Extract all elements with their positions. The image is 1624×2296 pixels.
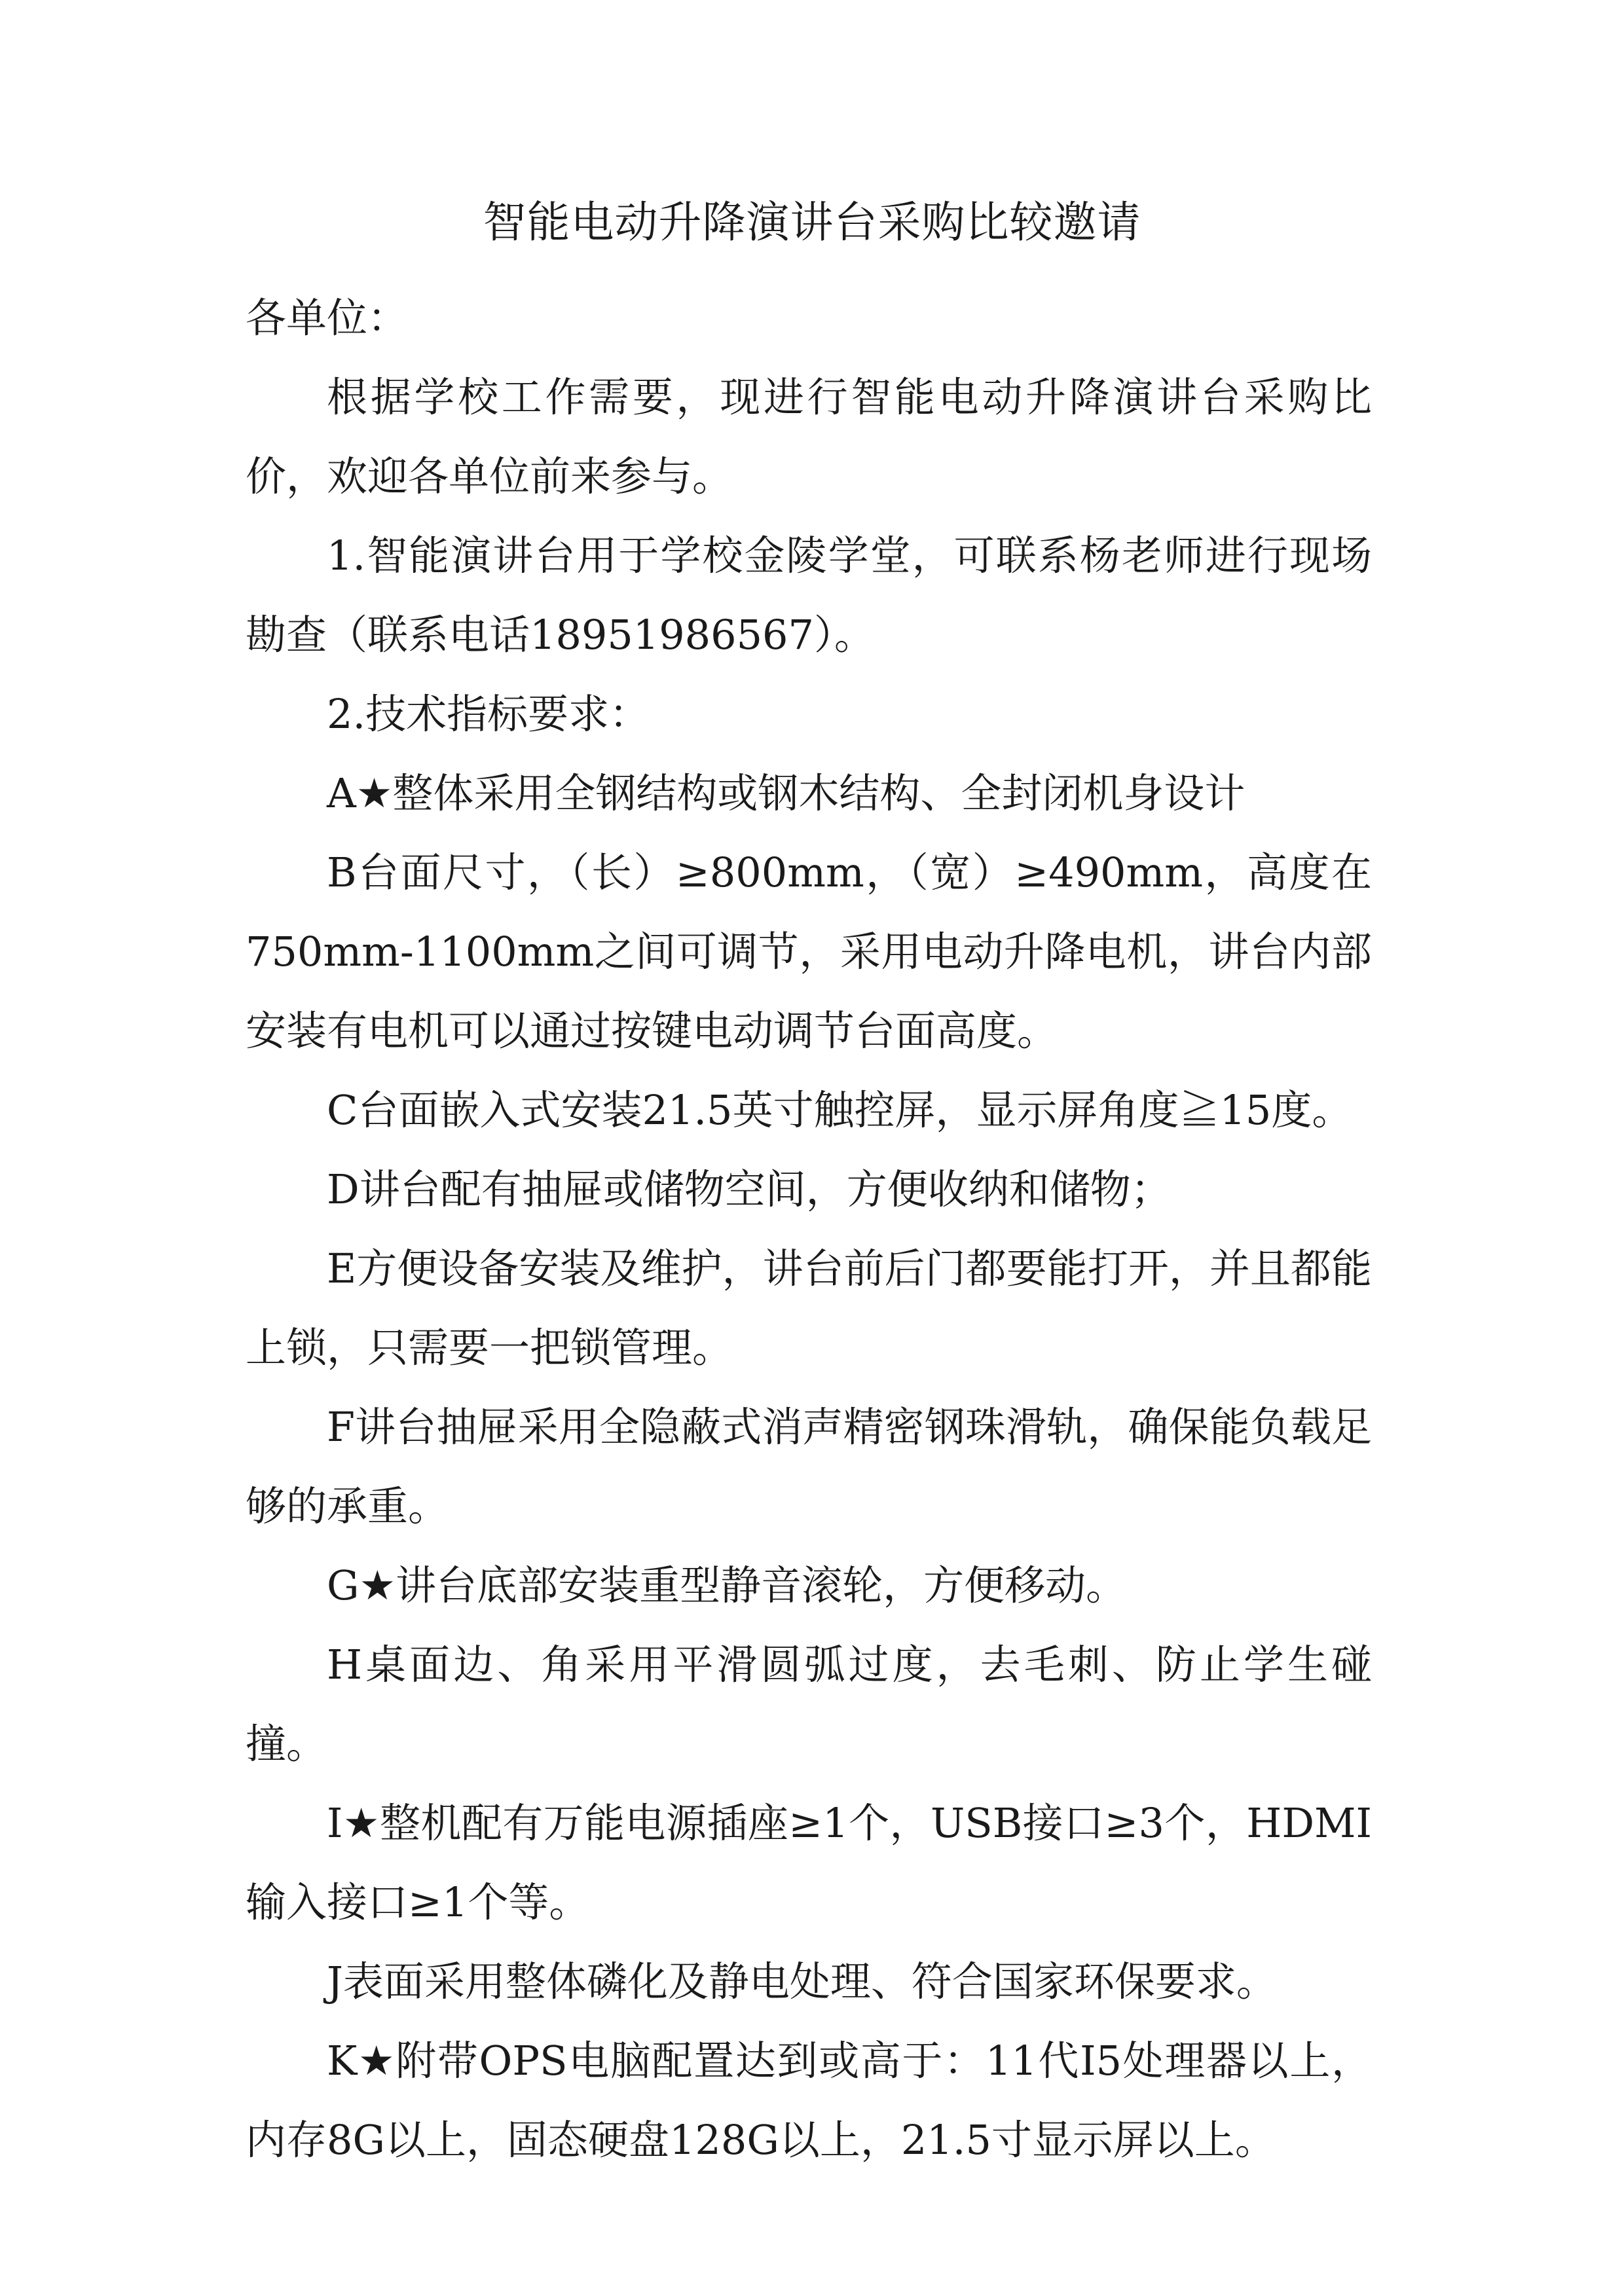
document-title: 智能电动升降演讲台采购比较邀请	[483, 197, 1141, 247]
requirement-j: J表面采用整体磷化及静电处理、符合国家环保要求。	[327, 1958, 1277, 2005]
requirement-i: I★整机配有万能电源插座≥1个，USB接口≥3个，HDMI输入接口≥1个等。	[246, 1799, 1372, 1926]
salutation: 各单位：	[246, 294, 409, 342]
paragraph-item-2-requirements-heading: 2.技术指标要求：	[327, 690, 650, 738]
requirement-g: G★讲台底部安装重型静音滚轮，方便移动。	[327, 1561, 1127, 1609]
requirement-a: A★整体采用全钢结构或钢木结构、全封闭机身设计	[327, 769, 1246, 817]
document-body	[246, 278, 1372, 2179]
paragraph-intro: 根据学校工作需要，现进行智能电动升降演讲台采购比价，欢迎各单位前来参与。	[246, 373, 1372, 500]
requirement-d: D讲台配有抽屉或储物空间，方便收纳和储物；	[327, 1165, 1172, 1213]
requirement-h: H桌面边、角采用平滑圆弧过度，去毛刺、防止学生碰撞。	[246, 1641, 1372, 1768]
requirement-k: K★附带OPS电脑配置达到或高于：11代I5处理器以上，内存8G以上，固态硬盘128G以上，21.5寸显示屏以上。	[246, 2037, 1372, 2164]
requirement-e: E方便设备安装及维护，讲台前后门都要能打开，并且都能上锁，只需要一把锁管理。	[246, 1245, 1372, 1372]
requirement-f: F讲台抽屉采用全隐蔽式消声精密钢珠滑轨，确保能负载足够的承重。	[246, 1403, 1372, 1530]
paragraph-item-1-site-visit: 1.智能演讲台用于学校金陵学堂，可联系杨老师进行现场勘查（联系电话18951986567）。	[246, 532, 1372, 659]
requirement-b: B台面尺寸，（长）≥800mm，（宽）≥490mm，高度在750mm-1100mm之间可调节，采用电动升降电机，讲台内部安装有电机可以通过按键电动调节台面高度。	[246, 848, 1372, 1055]
requirement-c: C台面嵌入式安装21.5英寸触控屏，显示屏角度≧15度。	[327, 1086, 1353, 1134]
